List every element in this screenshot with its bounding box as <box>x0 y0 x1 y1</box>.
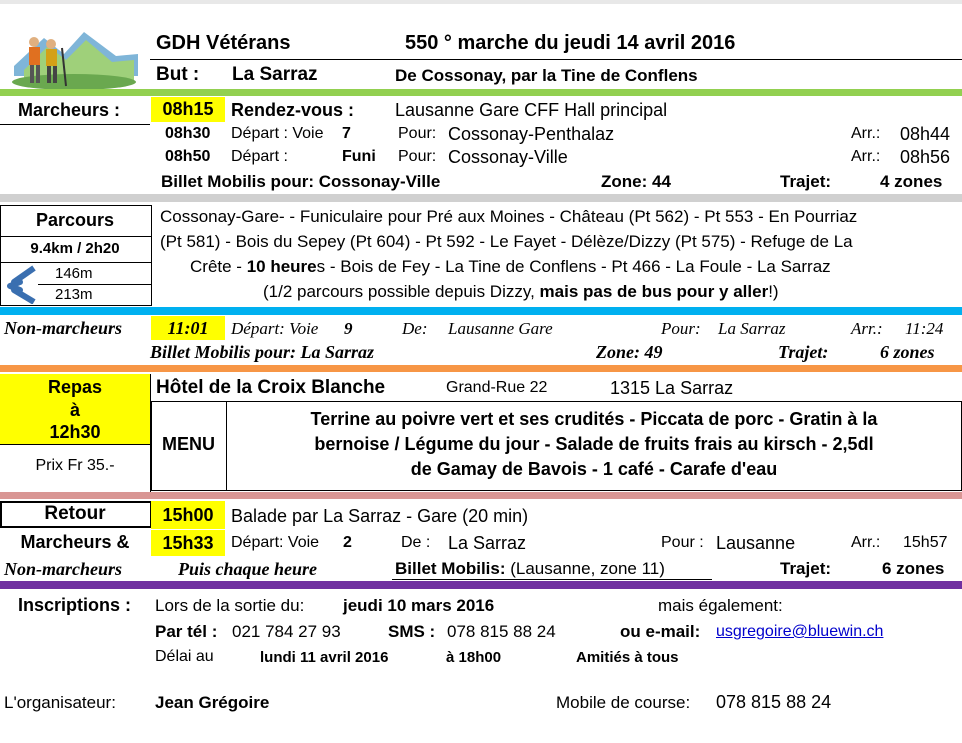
retour-balade: Balade par La Sarraz - Gare (20 min) <box>231 506 529 526</box>
parcours-label: Parcours <box>35 210 115 230</box>
retour-marcheurs: Marcheurs & <box>20 532 130 552</box>
menu-line2: bernoise / Légume du jour - Salade de fruits frais au kirsch - 2,5dl <box>314 434 874 454</box>
rdv-place: Lausanne Gare CFF Hall principal <box>395 100 668 120</box>
row2-time: 08h50 <box>165 148 211 165</box>
inscriptions-egalement: mais également: <box>658 596 783 615</box>
row1-arr: Arr.: <box>851 125 881 142</box>
repas-prix: Prix Fr 35.- <box>35 457 115 474</box>
retour-arr-time: 15h57 <box>903 534 948 551</box>
green-bar <box>0 89 962 96</box>
inscriptions-label: Inscriptions : <box>18 595 132 615</box>
amities: Amitiés à tous <box>576 649 679 666</box>
organisateur-label: L'organisateur: <box>4 693 116 712</box>
menu-label: MENU <box>162 434 215 454</box>
nm-billet: Billet Mobilis pour: La Sarraz <box>150 342 375 362</box>
parcours-down: 213m <box>55 286 93 303</box>
row2-voie: Funi <box>342 148 376 165</box>
elevation-arrows-icon <box>4 264 40 304</box>
parcours-line1: Cossonay-Gare- - Funiculaire pour Pré aux Moines - Château (Pt 562) - Pt 553 - En Pourriaz <box>160 207 858 226</box>
mail-label: ou e-mail: <box>620 622 701 641</box>
retour-dest: Lausanne <box>716 533 796 553</box>
delai-date: lundi 11 avril 2016 <box>260 649 389 666</box>
non-marcheurs-label: Non-marcheurs <box>4 318 123 338</box>
repas-label: Repas <box>47 377 103 397</box>
nm-zone: Zone: 49 <box>596 342 663 362</box>
top-rule <box>0 0 962 4</box>
hotel-street: Grand-Rue 22 <box>446 379 548 396</box>
parcours-rule1 <box>0 236 152 237</box>
rdv-time: 08h15 <box>151 97 225 122</box>
nm-zones: 6 zones <box>880 342 935 362</box>
parcours-rule3 <box>38 284 152 285</box>
retour-voie: 2 <box>343 534 352 551</box>
retour-pour: Pour : <box>661 534 704 551</box>
repas-time: 12h30 <box>49 422 101 442</box>
non-marcheurs-time: 11:01 <box>151 316 225 340</box>
marcheurs-zones: 4 zones <box>880 172 943 191</box>
nm-depart: Départ: Voie <box>231 319 319 338</box>
retour-time1: 15h00 <box>151 501 225 529</box>
but-label: But : <box>156 64 200 85</box>
row2-pour: Pour: <box>398 148 437 165</box>
retour-from: La Sarraz <box>448 533 527 553</box>
nm-trajet: Trajet: <box>778 342 829 362</box>
repas-a: à <box>69 400 80 420</box>
marcheurs-label: Marcheurs : <box>18 100 121 120</box>
marcheurs-zone: Zone: 44 <box>601 172 671 191</box>
grey-bar <box>0 194 962 202</box>
but-value: La Sarraz <box>232 64 318 85</box>
retour-depart: Départ: Voie <box>231 534 320 551</box>
nm-dest: La Sarraz <box>718 319 786 338</box>
pink-bar <box>0 492 962 499</box>
blue-bar <box>0 307 962 315</box>
retour-de: De : <box>401 534 431 551</box>
repas-rule <box>0 444 150 445</box>
retour-billet: Billet Mobilis: (Lausanne, zone 11) <box>395 559 665 578</box>
mobile-value: 078 815 88 24 <box>716 692 832 712</box>
nm-voie: 9 <box>344 319 353 338</box>
row1-time: 08h30 <box>165 125 211 142</box>
org-name: GDH Vétérans <box>156 32 291 54</box>
row1-depart: Départ : Voie <box>231 125 324 142</box>
hotel-name: Hôtel de la Croix Blanche <box>156 377 386 398</box>
menu-line1: Terrine au poivre vert et ses crudités - Piccata de porc - Gratin à la <box>310 409 878 429</box>
inscriptions-date: jeudi 10 mars 2016 <box>343 596 495 615</box>
nm-pour: Pour: <box>661 319 701 338</box>
retour-label: Retour <box>44 503 106 524</box>
page-title: 550 ° marche du jeudi 14 avril 2016 <box>405 32 736 54</box>
organisateur-name: Jean Grégoire <box>155 693 270 712</box>
tel-label: Par tél : <box>155 622 218 641</box>
orange-bar <box>0 365 962 372</box>
route-title: De Cossonay, par la Tine de Conflens <box>395 66 698 85</box>
sms-label: SMS : <box>388 622 436 641</box>
mobile-label: Mobile de course: <box>556 693 691 712</box>
nm-from: Lausanne Gare <box>448 319 553 338</box>
nm-arr: Arr.: <box>851 319 883 338</box>
menu-divider <box>226 401 227 491</box>
parcours-line3: Crête - 10 heures - Bois de Fey - La Tine de Conflens - Pt 466 - La Foule - La Sarraz <box>190 257 831 276</box>
purple-bar <box>0 581 962 589</box>
row2-arr: Arr.: <box>851 148 881 165</box>
row2-dest: Cossonay-Ville <box>448 147 568 167</box>
retour-puis: Puis chaque heure <box>178 559 318 579</box>
menu-line3: de Gamay de Bavois - 1 café - Carafe d'eau <box>410 459 778 479</box>
retour-trajet: Trajet: <box>780 559 832 578</box>
delai-label: Délai au <box>155 648 214 665</box>
parcours-distance: 9.4km / 2h20 <box>30 240 120 257</box>
retour-time2: 15h33 <box>151 530 225 556</box>
row1-pour: Pour: <box>398 125 437 142</box>
mail-link[interactable]: usgregoire@bluewin.ch <box>716 623 884 640</box>
header-rule <box>150 59 962 60</box>
marcheurs-billet: Billet Mobilis pour: Cossonay-Ville <box>161 172 441 191</box>
rdv-label: Rendez-vous : <box>231 100 355 120</box>
row1-voie: 7 <box>342 125 351 142</box>
sms-value: 078 815 88 24 <box>447 622 556 641</box>
parcours-line2: (Pt 581) - Bois du Sepey (Pt 604) - Pt 592 - Le Fayet - Délèze/Dizzy (Pt 575) - Refuge de La <box>160 232 853 251</box>
retour-non-marcheurs: Non-marcheurs <box>4 559 123 579</box>
delai-time: à 18h00 <box>446 649 502 666</box>
row2-depart: Départ : <box>231 148 288 165</box>
parcours-rule2 <box>0 262 152 263</box>
retour-arr: Arr.: <box>851 534 881 551</box>
nm-arr-time: 11:24 <box>905 319 944 338</box>
hotel-city: 1315 La Sarraz <box>610 378 734 398</box>
marcheurs-trajet: Trajet: <box>780 172 832 191</box>
hikers-logo-icon <box>4 26 140 92</box>
retour-zones: 6 zones <box>882 559 945 578</box>
nm-de: De: <box>402 319 428 338</box>
parcours-line4: (1/2 parcours possible depuis Dizzy, mais pas de bus pour y aller!) <box>263 282 779 301</box>
tel-value: 021 784 27 93 <box>232 622 341 641</box>
marcheurs-rule <box>0 124 150 125</box>
billet-underline <box>392 579 712 580</box>
row1-arr-time: 08h44 <box>900 124 951 144</box>
inscriptions-lors: Lors de la sortie du: <box>155 596 305 615</box>
row1-dest: Cossonay-Penthalaz <box>448 124 615 144</box>
row2-arr-time: 08h56 <box>900 147 951 167</box>
parcours-up: 146m <box>55 265 93 282</box>
